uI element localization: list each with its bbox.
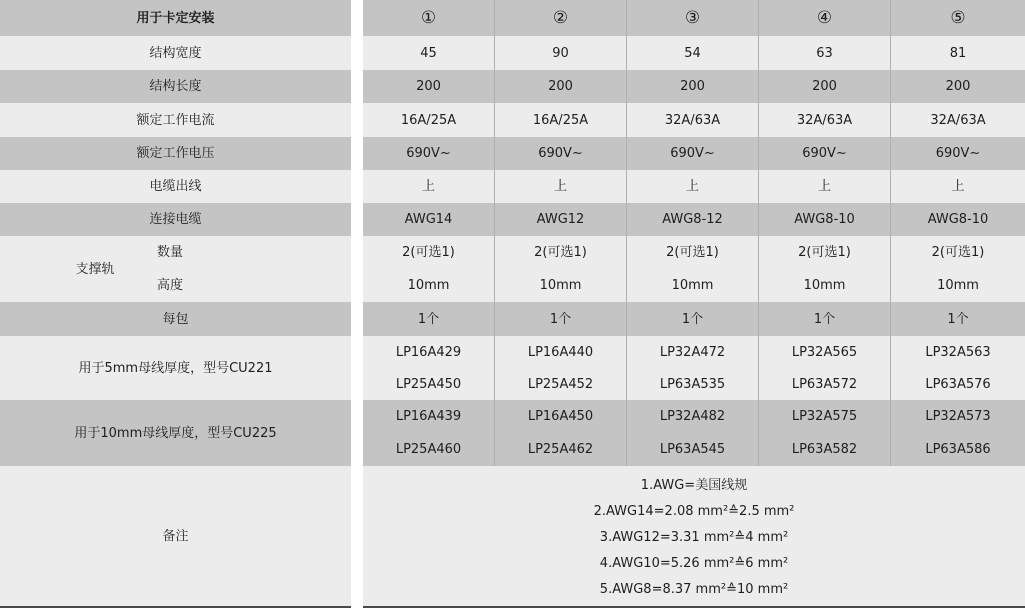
col-header-1: ① bbox=[420, 7, 437, 28]
cell-rail-height: 10mm bbox=[671, 278, 714, 293]
cell-current: 32A/63A bbox=[664, 112, 721, 128]
cell-cu221-a: LP32A563 bbox=[925, 344, 991, 360]
note-line: 2.AWG14=2.08 mm²≙2.5 mm² bbox=[593, 503, 795, 519]
cell-cu225-a: LP16A450 bbox=[527, 409, 594, 424]
bottom-rule-right bbox=[363, 606, 1025, 608]
cell-current: 32A/63A bbox=[930, 112, 986, 128]
cell-width: 54 bbox=[684, 45, 701, 61]
cell-width: 45 bbox=[420, 45, 437, 61]
cell-cu221-a: LP32A472 bbox=[659, 344, 726, 360]
cell-cu225-b: LP63A586 bbox=[925, 442, 991, 457]
note-line: 4.AWG10=5.26 mm²≙6 mm² bbox=[599, 555, 789, 571]
cell-rail-qty: 2(可选1) bbox=[666, 245, 719, 260]
cell-cu225-b: LP63A582 bbox=[791, 442, 858, 457]
bottom-rule-left bbox=[0, 606, 351, 608]
cell-pack: 1个 bbox=[947, 311, 969, 327]
cell-cu225-a: LP32A573 bbox=[925, 409, 991, 424]
cell-cu221-a: LP16A440 bbox=[527, 344, 594, 360]
label-mount-type: 用于卡定安装 bbox=[0, 0, 351, 36]
cell-pack: 1个 bbox=[813, 311, 836, 327]
label-per-pack: 每包 bbox=[0, 302, 351, 336]
label-rated-current: 额定工作电流 bbox=[0, 103, 351, 137]
cell-outlet: 上 bbox=[817, 179, 831, 194]
label-width: 结构宽度 bbox=[0, 36, 351, 70]
cell-rail-height: 10mm bbox=[803, 278, 846, 293]
note-line: 3.AWG12=3.31 mm²≙4 mm² bbox=[599, 529, 789, 545]
cell-cu225-a: LP16A439 bbox=[395, 409, 462, 424]
cell-pack: 1个 bbox=[549, 311, 572, 327]
note-line: 1.AWG=美国线规 bbox=[640, 477, 748, 493]
cell-outlet: 上 bbox=[553, 179, 567, 194]
cell-voltage: 690V~ bbox=[538, 146, 583, 161]
cell-cu225-b: LP63A545 bbox=[659, 442, 726, 457]
cell-outlet: 上 bbox=[421, 179, 435, 194]
cell-cable: AWG8-10 bbox=[794, 212, 855, 227]
label-cable-outlet: 电缆出线 bbox=[0, 170, 351, 203]
col-header-2: ② bbox=[552, 7, 569, 28]
cell-length: 200 bbox=[416, 79, 441, 94]
cell-length: 200 bbox=[548, 79, 573, 94]
cell-rail-qty: 2(可选1) bbox=[402, 245, 455, 260]
cell-outlet: 上 bbox=[685, 179, 699, 194]
label-support-rail: 支撑轨 bbox=[75, 261, 115, 277]
cell-current: 16A/25A bbox=[532, 112, 589, 128]
cell-pack: 1个 bbox=[417, 311, 440, 327]
cell-rail-qty: 2(可选1) bbox=[534, 245, 587, 260]
cell-cable: AWG8-10 bbox=[927, 212, 989, 227]
cell-cu221-a: LP16A429 bbox=[395, 344, 462, 360]
label-support-qty: 数量 bbox=[156, 245, 183, 260]
cell-cu225-b: LP25A462 bbox=[527, 442, 594, 457]
label-cu225: 用于10mm母线厚度，型号CU225 bbox=[0, 400, 351, 466]
cell-voltage: 690V~ bbox=[670, 146, 715, 161]
cell-rail-height: 10mm bbox=[937, 278, 979, 293]
label-remarks: 备注 bbox=[0, 466, 351, 606]
cell-voltage: 690V~ bbox=[406, 146, 451, 161]
cell-rail-qty: 2(可选1) bbox=[798, 245, 851, 260]
cell-cu225-a: LP32A575 bbox=[791, 409, 858, 424]
cell-voltage: 690V~ bbox=[802, 146, 847, 161]
cell-cu221-b: LP25A452 bbox=[527, 376, 594, 392]
label-rated-voltage: 额定工作电压 bbox=[0, 137, 351, 170]
col-header-5: ⑤ bbox=[950, 7, 966, 28]
cell-current: 32A/63A bbox=[796, 112, 853, 128]
label-connection-cable: 连接电缆 bbox=[0, 203, 351, 236]
cell-voltage: 690V~ bbox=[935, 146, 981, 161]
cell-cu221-a: LP32A565 bbox=[791, 344, 858, 360]
cell-cu221-b: LP25A450 bbox=[395, 376, 462, 392]
cell-pack: 1个 bbox=[681, 311, 704, 327]
cell-width: 63 bbox=[816, 45, 833, 61]
cell-cu225-b: LP25A460 bbox=[395, 442, 462, 457]
row-labels-panel bbox=[0, 0, 351, 613]
label-support-height: 高度 bbox=[156, 278, 183, 293]
cell-cu225-a: LP32A482 bbox=[659, 409, 726, 424]
col-header-3: ③ bbox=[684, 7, 701, 28]
cell-outlet: 上 bbox=[951, 179, 965, 194]
cell-cu221-b: LP63A572 bbox=[791, 376, 858, 392]
label-length: 结构长度 bbox=[0, 70, 351, 103]
cell-width: 90 bbox=[552, 45, 569, 61]
note-line: 5.AWG8=8.37 mm²≙10 mm² bbox=[599, 581, 789, 597]
cell-cable: AWG8-12 bbox=[662, 212, 723, 227]
col-header-4: ④ bbox=[816, 7, 833, 28]
cell-rail-qty: 2(可选1) bbox=[931, 245, 985, 260]
cell-length: 200 bbox=[680, 79, 705, 94]
cell-cu221-b: LP63A535 bbox=[659, 376, 726, 392]
cell-cu221-b: LP63A576 bbox=[925, 376, 991, 392]
data-panel bbox=[363, 0, 1025, 613]
cell-cable: AWG12 bbox=[536, 212, 585, 227]
cell-rail-height: 10mm bbox=[407, 278, 450, 293]
cell-length: 200 bbox=[945, 79, 971, 94]
cell-current: 16A/25A bbox=[400, 112, 457, 128]
cell-width: 81 bbox=[949, 45, 967, 61]
cell-cable: AWG14 bbox=[404, 212, 453, 227]
label-cu221: 用于5mm母线厚度，型号CU221 bbox=[0, 336, 351, 400]
cell-rail-height: 10mm bbox=[539, 278, 582, 293]
cell-length: 200 bbox=[812, 79, 837, 94]
